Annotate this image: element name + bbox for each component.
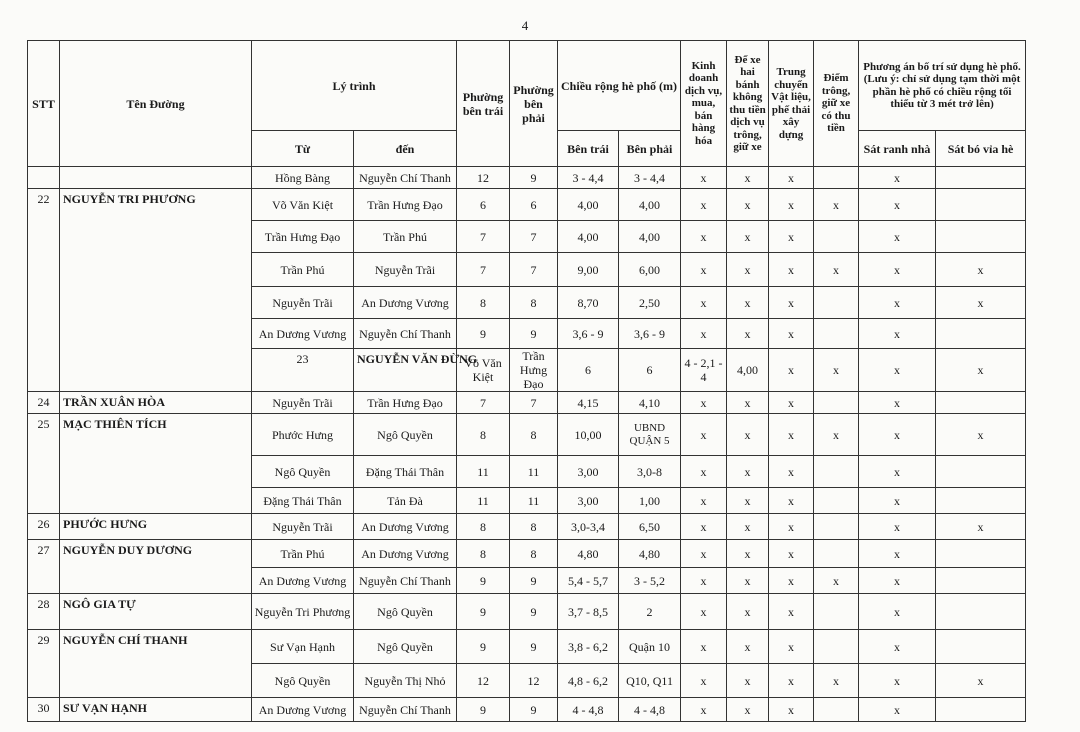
left-ward-cell: 6 — [558, 349, 619, 392]
near-house-mark: x — [859, 594, 936, 630]
right-ward-cell: 6 — [510, 189, 558, 221]
business-mark: x — [681, 540, 727, 568]
business-mark: x — [681, 392, 727, 414]
business-mark: x — [681, 189, 727, 221]
street-name-cell: PHƯỚC HƯNG — [60, 514, 252, 540]
to-cell: An Dương Vương — [354, 514, 457, 540]
from-cell: Sư Vạn Hạnh — [252, 630, 354, 664]
left-width-cell: 4,00 — [558, 221, 619, 253]
from-cell: Nguyễn Trãi — [252, 514, 354, 540]
street-name-cell: MẠC THIÊN TÍCH — [60, 414, 252, 514]
table-row — [28, 698, 1026, 722]
near-curb-mark: x — [936, 253, 1026, 287]
near-house-mark: x — [859, 167, 936, 189]
to-cell: Trần Hưng Đạo — [510, 349, 558, 392]
right-width-cell: UBND QUẬN 5 — [619, 414, 681, 456]
stt-cell — [28, 167, 60, 189]
left-width-cell: 3,7 - 8,5 — [558, 594, 619, 630]
stt-cell: 27 — [28, 540, 60, 594]
right-width-cell: 4,00 — [619, 189, 681, 221]
from-cell: An Dương Vương — [252, 319, 354, 349]
from-cell: Phước Hưng — [252, 414, 354, 456]
left-ward-cell: 8 — [457, 414, 510, 456]
street-name-cell: NGUYỄN TRI PHƯƠNG — [60, 189, 252, 392]
right-width-cell: Quận 10 — [619, 630, 681, 664]
table-row — [28, 414, 1026, 456]
business-mark: x — [769, 349, 814, 392]
left-width-cell: 5,4 - 5,7 — [558, 568, 619, 594]
left-width-cell: 8,70 — [558, 287, 619, 319]
header-diem-trong: Điểm trông, giữ xe có thu tiền — [814, 41, 859, 167]
right-ward-cell: 8 — [510, 540, 558, 568]
business-mark: x — [681, 698, 727, 722]
street-name-cell: TRẦN XUÂN HÒA — [60, 392, 252, 414]
right-ward-cell: 9 — [510, 594, 558, 630]
right-width-cell: 1,00 — [619, 488, 681, 514]
stt-cell: 29 — [28, 630, 60, 698]
from-cell: Trần Hưng Đạo — [252, 221, 354, 253]
left-width-cell: 3,00 — [558, 456, 619, 488]
header-sat-ranh: Sát ranh nhà — [859, 131, 936, 167]
parking-mark: x — [727, 698, 769, 722]
business-mark: x — [681, 319, 727, 349]
near-curb-mark: x — [936, 414, 1026, 456]
to-cell: Đặng Thái Thân — [354, 456, 457, 488]
business-mark: x — [681, 221, 727, 253]
parking-mark: x — [727, 287, 769, 319]
right-width-cell: 3 - 4,4 — [619, 167, 681, 189]
parking-mark: x — [727, 594, 769, 630]
business-mark: x — [681, 414, 727, 456]
street-name-cell: NGUYỄN CHÍ THANH — [60, 630, 252, 698]
right-width-cell: 4,80 — [619, 540, 681, 568]
near-house-mark: x — [859, 568, 936, 594]
transfer-mark: x — [769, 594, 814, 630]
right-ward-cell: 7 — [510, 221, 558, 253]
header-phuong-ben-trai: Phường bên trái — [457, 41, 510, 167]
left-width-cell: 4 - 2,1 - 4 — [681, 349, 727, 392]
to-cell: An Dương Vương — [354, 540, 457, 568]
right-width-cell: 6,50 — [619, 514, 681, 540]
parking-mark: x — [727, 664, 769, 698]
stt-cell: 22 — [28, 189, 60, 392]
paid-parking-mark — [814, 456, 859, 488]
right-ward-cell: 9 — [510, 698, 558, 722]
paid-parking-mark: x — [936, 349, 1026, 392]
near-house-mark: x — [859, 540, 936, 568]
near-house-mark: x — [859, 287, 936, 319]
paid-parking-mark — [814, 488, 859, 514]
header-chieu-rong: Chiều rộng hè phố (m) — [558, 41, 681, 131]
header-trung-chuyen: Trung chuyển Vật liệu, phế thải xây dựng — [769, 41, 814, 167]
transfer-mark: x — [769, 664, 814, 698]
left-ward-cell: 8 — [457, 514, 510, 540]
right-ward-cell: 9 — [510, 568, 558, 594]
near-curb-mark — [936, 488, 1026, 514]
right-ward-cell: 7 — [510, 253, 558, 287]
stt-cell: 25 — [28, 414, 60, 514]
from-cell: Đặng Thái Thân — [252, 488, 354, 514]
business-mark: x — [681, 594, 727, 630]
parking-mark: x — [814, 349, 859, 392]
left-ward-cell: 9 — [457, 319, 510, 349]
left-ward-cell: 11 — [457, 488, 510, 514]
from-cell: Ngô Quyền — [252, 664, 354, 698]
right-width-cell: Q10, Q11 — [619, 664, 681, 698]
to-cell: Nguyễn Chí Thanh — [354, 167, 457, 189]
transfer-mark: x — [769, 514, 814, 540]
near-house-mark: x — [859, 456, 936, 488]
header-stt: STT — [28, 41, 60, 167]
right-ward-cell: 8 — [510, 514, 558, 540]
business-mark: x — [681, 630, 727, 664]
transfer-mark: x — [769, 392, 814, 414]
transfer-mark: x — [769, 488, 814, 514]
parking-mark: x — [727, 414, 769, 456]
left-ward-cell: 9 — [457, 630, 510, 664]
transfer-mark: x — [769, 189, 814, 221]
right-ward-cell: 7 — [510, 392, 558, 414]
to-cell: Ngô Quyền — [354, 630, 457, 664]
left-ward-cell: 9 — [457, 568, 510, 594]
from-cell: Nguyễn Trãi — [252, 287, 354, 319]
near-curb-mark — [936, 319, 1026, 349]
table-row — [28, 392, 1026, 414]
right-width-cell: 4,00 — [619, 221, 681, 253]
transfer-mark: x — [769, 540, 814, 568]
stt-cell: 28 — [28, 594, 60, 630]
right-width-cell: 6,00 — [619, 253, 681, 287]
near-curb-mark — [936, 392, 1026, 414]
right-width-cell: 4,10 — [619, 392, 681, 414]
near-house-mark: x — [859, 221, 936, 253]
parking-mark: x — [727, 568, 769, 594]
to-cell: Ngô Quyền — [354, 594, 457, 630]
header-ten-duong: Tên Đường — [60, 41, 252, 167]
paid-parking-mark — [814, 630, 859, 664]
to-cell: Nguyễn Thị Nhỏ — [354, 664, 457, 698]
table-row — [28, 189, 1026, 221]
business-mark: x — [681, 167, 727, 189]
left-ward-cell: 8 — [457, 540, 510, 568]
header-sat-bo: Sát bó vỉa hè — [936, 131, 1026, 167]
left-ward-cell: 12 — [457, 664, 510, 698]
paid-parking-mark — [814, 319, 859, 349]
page-number: 4 — [521, 18, 529, 33]
transfer-mark: x — [769, 456, 814, 488]
street-name-cell: SƯ VẠN HẠNH — [60, 698, 252, 722]
transfer-mark: x — [769, 221, 814, 253]
left-width-cell: 4,8 - 6,2 — [558, 664, 619, 698]
left-ward-cell: 12 — [457, 167, 510, 189]
from-cell: An Dương Vương — [252, 568, 354, 594]
right-ward-cell: 9 — [510, 319, 558, 349]
near-house-mark: x — [859, 189, 936, 221]
street-name-cell: NGUYỄN DUY DƯƠNG — [60, 540, 252, 594]
table-row — [28, 630, 1026, 664]
parking-mark: x — [727, 630, 769, 664]
right-ward-cell: 9 — [510, 167, 558, 189]
near-house-mark: x — [859, 253, 936, 287]
left-ward-cell: 7 — [457, 221, 510, 253]
header-phuong-ben-phai: Phường bên phải — [510, 41, 558, 167]
right-width-cell: 2 — [619, 594, 681, 630]
header-de-xe: Để xe hai bánh không thu tiền dịch vụ trông, giữ xe — [727, 41, 769, 167]
to-cell: Nguyễn Chí Thanh — [354, 319, 457, 349]
stt-cell: 23 — [252, 349, 354, 392]
from-cell: Nguyễn Trãi — [252, 392, 354, 414]
paid-parking-mark: x — [814, 253, 859, 287]
from-cell: Nguyễn Tri Phương — [252, 594, 354, 630]
near-curb-mark — [936, 167, 1026, 189]
transfer-mark: x — [769, 167, 814, 189]
parking-mark: x — [727, 488, 769, 514]
parking-mark: x — [727, 167, 769, 189]
table-row — [28, 167, 1026, 189]
paid-parking-mark — [814, 167, 859, 189]
near-curb-mark — [936, 456, 1026, 488]
from-cell: Trần Phú — [252, 540, 354, 568]
near-house-mark: x — [859, 630, 936, 664]
transfer-mark: x — [769, 568, 814, 594]
right-ward-cell: 8 — [510, 287, 558, 319]
right-ward-cell: 6 — [619, 349, 681, 392]
near-house-mark: x — [859, 319, 936, 349]
near-curb-mark — [936, 698, 1026, 722]
stt-cell: 26 — [28, 514, 60, 540]
table-row — [28, 540, 1026, 568]
right-width-cell: 4 - 4,8 — [619, 698, 681, 722]
right-width-cell: 2,50 — [619, 287, 681, 319]
to-cell: Ngô Quyền — [354, 414, 457, 456]
from-cell: An Dương Vương — [252, 698, 354, 722]
transfer-mark: x — [769, 319, 814, 349]
paid-parking-mark: x — [814, 189, 859, 221]
from-cell: Hồng Bàng — [252, 167, 354, 189]
right-ward-cell: 11 — [510, 488, 558, 514]
near-curb-mark — [936, 630, 1026, 664]
left-ward-cell: 8 — [457, 287, 510, 319]
left-ward-cell: 6 — [457, 189, 510, 221]
to-cell: Trần Phú — [354, 221, 457, 253]
table-row — [28, 514, 1026, 540]
near-house-mark: x — [859, 698, 936, 722]
street-name-cell: NGÔ GIA TỰ — [60, 594, 252, 630]
paid-parking-mark — [814, 514, 859, 540]
street-name-cell — [60, 167, 252, 189]
paid-parking-mark — [814, 698, 859, 722]
near-curb-mark — [936, 189, 1026, 221]
transfer-mark: x — [769, 630, 814, 664]
business-mark: x — [681, 287, 727, 319]
from-cell: Võ Văn Kiệt — [457, 349, 510, 392]
left-width-cell: 4,80 — [558, 540, 619, 568]
table-row — [28, 594, 1026, 630]
right-width-cell: 3 - 5,2 — [619, 568, 681, 594]
header-ben-trai: Bên trái — [558, 131, 619, 167]
business-mark: x — [681, 514, 727, 540]
paid-parking-mark: x — [814, 664, 859, 698]
left-width-cell: 3,00 — [558, 488, 619, 514]
near-house-mark: x — [859, 414, 936, 456]
near-house-mark: x — [859, 392, 936, 414]
paid-parking-mark — [814, 287, 859, 319]
right-width-cell: 3,0-8 — [619, 456, 681, 488]
left-width-cell: 4 - 4,8 — [558, 698, 619, 722]
parking-mark: x — [727, 189, 769, 221]
left-width-cell: 3,6 - 9 — [558, 319, 619, 349]
stt-cell: 30 — [28, 698, 60, 722]
parking-mark: x — [727, 319, 769, 349]
paid-parking-mark — [814, 221, 859, 253]
parking-mark: x — [727, 392, 769, 414]
to-cell: Tản Đà — [354, 488, 457, 514]
business-mark: x — [681, 568, 727, 594]
left-ward-cell: 7 — [457, 392, 510, 414]
near-curb-mark: x — [936, 664, 1026, 698]
left-ward-cell: 7 — [457, 253, 510, 287]
street-name-cell: NGUYỄN VĂN ĐỪNG — [354, 349, 457, 392]
left-width-cell: 4,00 — [558, 189, 619, 221]
left-width-cell: 4,15 — [558, 392, 619, 414]
transfer-mark: x — [769, 287, 814, 319]
right-ward-cell: 12 — [510, 664, 558, 698]
header-ly-trinh: Lý trình — [252, 41, 457, 131]
header-phuong-an: Phương án bố trí sử dụng hè phố. (Lưu ý: chỉ sử dụng tạm thời một phần hè phố có chiều rộng tối thiểu từ 3 mét trở lên) — [859, 41, 1026, 131]
paid-parking-mark — [814, 392, 859, 414]
street-usage-table — [27, 40, 1026, 722]
transfer-mark: x — [769, 414, 814, 456]
paid-parking-mark: x — [814, 414, 859, 456]
near-curb-mark: x — [936, 287, 1026, 319]
transfer-mark: x — [859, 349, 936, 392]
parking-mark: x — [727, 253, 769, 287]
parking-mark: x — [727, 540, 769, 568]
near-curb-mark — [936, 594, 1026, 630]
business-mark: x — [681, 488, 727, 514]
paid-parking-mark: x — [814, 568, 859, 594]
right-width-cell: 4,00 — [727, 349, 769, 392]
paid-parking-mark — [814, 594, 859, 630]
header-kinh-doanh: Kinh doanh dịch vụ, mua, bán hàng hóa — [681, 41, 727, 167]
stt-cell: 24 — [28, 392, 60, 414]
near-house-mark: x — [859, 488, 936, 514]
paid-parking-mark — [814, 540, 859, 568]
near-curb-mark — [936, 540, 1026, 568]
from-cell: Ngô Quyền — [252, 456, 354, 488]
from-cell: Võ Văn Kiệt — [252, 189, 354, 221]
left-ward-cell: 9 — [457, 594, 510, 630]
parking-mark: x — [727, 514, 769, 540]
left-ward-cell: 11 — [457, 456, 510, 488]
to-cell: Nguyễn Chí Thanh — [354, 568, 457, 594]
business-mark: x — [681, 664, 727, 698]
left-width-cell: 10,00 — [558, 414, 619, 456]
to-cell: Nguyễn Chí Thanh — [354, 698, 457, 722]
header-tu: Từ — [252, 131, 354, 167]
transfer-mark: x — [769, 698, 814, 722]
near-house-mark: x — [859, 514, 936, 540]
right-width-cell: 3,6 - 9 — [619, 319, 681, 349]
parking-mark: x — [727, 456, 769, 488]
left-ward-cell: 9 — [457, 698, 510, 722]
to-cell: Trần Hưng Đạo — [354, 189, 457, 221]
right-ward-cell: 8 — [510, 414, 558, 456]
from-cell: Trần Phú — [252, 253, 354, 287]
to-cell: Nguyễn Trãi — [354, 253, 457, 287]
near-curb-mark — [936, 221, 1026, 253]
to-cell: An Dương Vương — [354, 287, 457, 319]
left-width-cell: 9,00 — [558, 253, 619, 287]
near-curb-mark — [936, 568, 1026, 594]
header-ben-phai: Bên phải — [619, 131, 681, 167]
right-ward-cell: 9 — [510, 630, 558, 664]
business-mark: x — [681, 456, 727, 488]
transfer-mark: x — [769, 253, 814, 287]
right-ward-cell: 11 — [510, 456, 558, 488]
left-width-cell: 3,0-3,4 — [558, 514, 619, 540]
near-house-mark: x — [859, 664, 936, 698]
header-den: đến — [354, 131, 457, 167]
business-mark: x — [681, 253, 727, 287]
near-curb-mark: x — [936, 514, 1026, 540]
to-cell: Trần Hưng Đạo — [354, 392, 457, 414]
left-width-cell: 3 - 4,4 — [558, 167, 619, 189]
parking-mark: x — [727, 221, 769, 253]
left-width-cell: 3,8 - 6,2 — [558, 630, 619, 664]
